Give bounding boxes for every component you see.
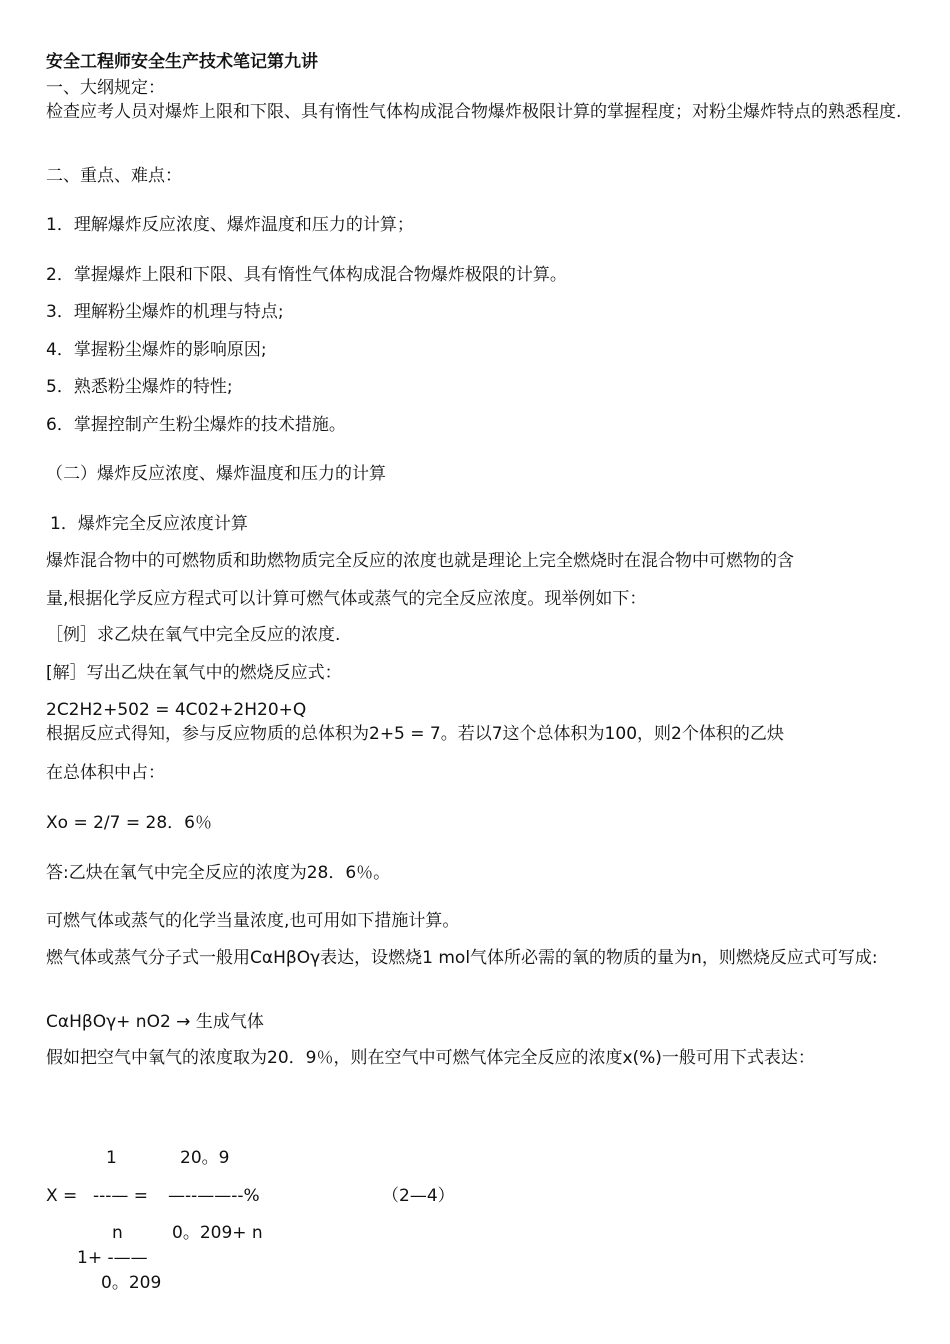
section1-text: 检查应考人员对爆炸上限和下限、具有惰性气体构成混合物爆炸极限计算的掌握程度；对粉尘爆炸特点的熟悉程度.: [46, 102, 902, 122]
subsection-heading: （二）爆炸反应浓度、爆炸温度和压力的计算: [46, 464, 386, 484]
section2-heading: 二、重点、难点：: [46, 166, 182, 186]
solution-line: [解］写出乙炔在氧气中的燃烧反应式：: [46, 663, 342, 683]
formula-lhs: X =: [46, 1186, 78, 1206]
formula-numerator-2: 20。9: [180, 1148, 230, 1168]
point-item: 3．理解粉尘爆炸的机理与特点;: [46, 302, 284, 322]
formula-denominator-2: 0。209+ n: [172, 1223, 263, 1243]
formula-equation-number: （2—4）: [382, 1186, 455, 1206]
result-line: Xo = 2/7 = 28．6％: [46, 813, 212, 833]
point-item: 4．掌握粉尘爆炸的影响原因;: [46, 340, 267, 360]
sub1-heading: 1．爆炸完全反应浓度计算: [50, 514, 248, 534]
point-item: 6．掌握控制产生粉尘爆炸的技术措施。: [46, 415, 346, 435]
formula-fraction-bar-2: —--——--%: [168, 1186, 260, 1206]
paragraph-line: 根据反应式得知，参与反应物质的总体积为2+5 = 7。若以7这个总体积为100，则2个体积的乙炔: [46, 724, 784, 744]
point-item: 1．理解爆炸反应浓度、爆炸温度和压力的计算；: [46, 215, 414, 235]
point-item: 5．熟悉粉尘爆炸的特性;: [46, 377, 233, 397]
reaction-formula: CαHβOγ+ nO2 → 生成气体: [46, 1012, 264, 1032]
answer-line: 答:乙炔在氧气中完全反应的浓度为28．6％。: [46, 863, 391, 883]
paragraph-line: 量,根据化学反应方程式可以计算可燃气体或蒸气的完全反应浓度。现举例如下：: [46, 589, 647, 609]
paragraph-line: 爆炸混合物中的可燃物质和助燃物质完全反应的浓度也就是理论上完全燃烧时在混合物中可燃物的含: [46, 551, 794, 571]
formula-fraction-bar-1: ---— =: [93, 1186, 149, 1206]
point-item: 2．掌握爆炸上限和下限、具有惰性气体构成混合物爆炸极限的计算。: [46, 265, 567, 285]
reaction-equation: 2C2H2+502 = 4C02+2H20+Q: [46, 700, 307, 720]
formula-denominator-n: n: [112, 1223, 123, 1243]
paragraph-line: 假如把空气中氧气的浓度取为20．9％，则在空气中可燃气体完全反应的浓度x(%)一般可用下式表达：: [46, 1048, 815, 1068]
formula-denominator-one-plus: 1+ -——: [77, 1248, 148, 1268]
paragraph-line: 在总体积中占：: [46, 763, 165, 783]
paragraph-line: 可燃气体或蒸气的化学当量浓度,也可用如下措施计算。: [46, 911, 460, 931]
paragraph-block: 燃气体或蒸气分子式一般用CαHβOγ表达，设燃烧1 mol气体所必需的氧的物质的量为n，则燃烧反应式可写成:: [46, 948, 878, 968]
section1-heading: 一、大纲规定：: [46, 78, 165, 98]
formula-numerator-1: 1: [106, 1148, 117, 1168]
document-title: 安全工程师安全生产技术笔记第九讲: [46, 52, 318, 72]
example-line: ［例］求乙炔在氧气中完全反应的浓度.: [46, 625, 341, 645]
formula-denominator-constant: 0。209: [101, 1273, 162, 1293]
